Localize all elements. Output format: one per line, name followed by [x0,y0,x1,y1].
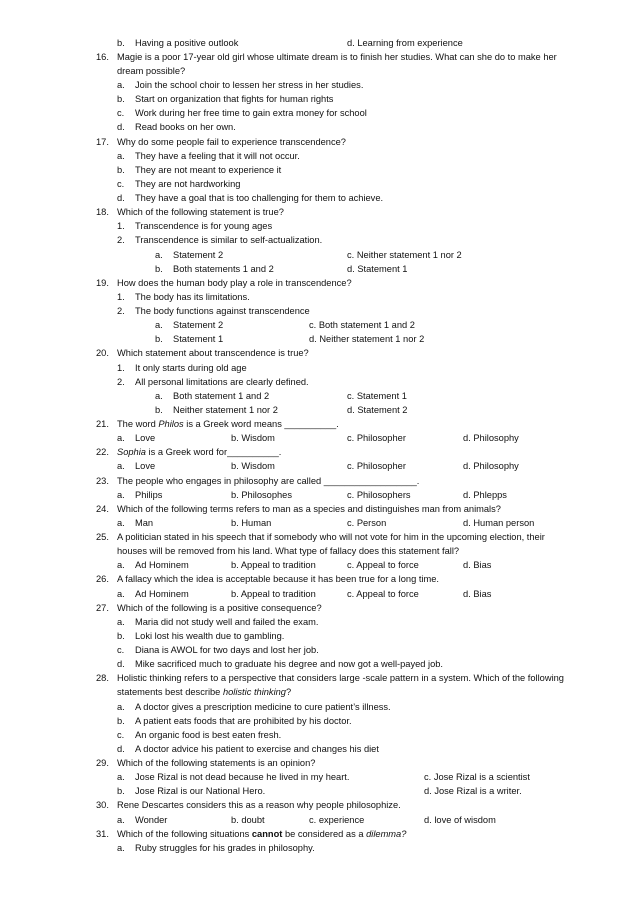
item-marker: a. [117,151,125,161]
item-text: The body functions against transcendence [135,306,310,316]
item-text: Ad Hominem [135,589,189,599]
item-text: statements best describe holistic thinking? [117,687,292,697]
item-text: b. Wisdom [231,433,275,443]
item-text: The body has its limitations. [135,292,250,302]
item-marker: b. [117,165,125,175]
text-line [0,305,638,318]
item-text: Which statement about transcendence is true? [117,348,309,358]
item-text: A doctor advice his patient to exercise and changes his diet [135,744,379,754]
item-text: Ad Hominem [135,560,189,570]
item-text: b. Appeal to tradition [231,589,316,599]
text-line [0,192,638,205]
text-line [0,644,638,657]
item-marker: 18. [96,207,109,217]
item-text: They have a goal that is too challenging for them to achieve. [135,193,384,203]
item-text: Which of the following is a positive consequence? [117,603,322,613]
item-text: The people who engages in philosophy are called __________________. [117,476,420,486]
text-line [0,531,638,544]
text-line [0,136,638,149]
item-text: Which of the following terms refers to man as a species and distinguishes man from animals? [117,504,501,514]
item-marker: 25. [96,532,109,542]
item-marker: a. [117,80,125,90]
item-text: d. Phlepps [463,490,507,500]
item-text: Mike sacrificed much to graduate his degree and now got a well-payed job. [135,659,444,669]
item-text: Loki lost his wealth due to gambling. [135,631,285,641]
text-line [0,51,638,64]
text-line [0,799,638,812]
text-line [0,630,638,643]
item-marker: 20. [96,348,109,358]
text-line [0,65,638,78]
item-text: Maria did not study well and failed the exam. [135,617,319,627]
text-line [0,602,638,615]
item-text: Jose Rizal is our National Hero. [135,786,266,796]
text-line [0,701,638,714]
item-marker: 22. [96,447,109,457]
item-text: Both statement 1 and 2 [173,391,270,401]
text-line [0,319,638,332]
item-marker: a. [117,560,125,570]
text-line [0,489,638,502]
item-marker: a. [117,461,125,471]
item-text: How does the human body play a role in transcendence? [117,278,352,288]
item-text: Which of the following situations cannot be considered as a dilemma? [117,829,407,839]
text-line [0,164,638,177]
item-text: Why do some people fail to experience transcendence? [117,137,346,147]
item-marker: c. [117,645,125,655]
item-marker: d. [117,122,125,132]
item-text: d. Human person [463,518,535,528]
item-text: The word Philos is a Greek word means __________. [117,419,339,429]
item-text: d. Bias [463,589,492,599]
item-text: c. Statement 1 [347,391,407,401]
item-marker: 2. [117,235,125,245]
item-marker: 1. [117,292,125,302]
item-text: It only starts during old age [135,363,247,373]
item-marker: 29. [96,758,109,768]
item-marker: 30. [96,800,109,810]
item-text: Transcendence is for young ages [135,221,273,231]
text-line [0,263,638,276]
item-text: d. Learning from experience [347,38,463,48]
text-line [0,672,638,685]
item-marker: 16. [96,52,109,62]
item-text: An organic food is best eaten fresh. [135,730,282,740]
text-line [0,842,638,855]
item-marker: a. [117,617,125,627]
text-line [0,785,638,798]
text-line [0,446,638,459]
item-marker: c. [117,730,125,740]
item-text: Magie is a poor 17-year old girl whose ultimate dream is to finish her studies. What can she do to make her [117,52,557,62]
text-line [0,545,638,558]
item-text: c. experience [309,815,365,825]
text-line [0,234,638,247]
item-marker: b. [117,631,125,641]
item-text: Man [135,518,154,528]
item-text: Rene Descartes considers this as a reason why people philosophize. [117,800,401,810]
item-marker: d. [117,659,125,669]
text-line [0,658,638,671]
item-text: A fallacy which the idea is acceptable because it has been true for a long time. [117,574,439,584]
item-marker: 1. [117,221,125,231]
item-marker: a. [117,490,125,500]
item-text: d. Neither statement 1 nor 2 [309,334,425,344]
item-marker: 24. [96,504,109,514]
item-text: c. Jose Rizal is a scientist [424,772,530,782]
item-text: Statement 1 [173,334,224,344]
item-text: c. Neither statement 1 nor 2 [347,250,462,260]
item-marker: d. [117,193,125,203]
text-line [0,277,638,290]
text-line [0,79,638,92]
item-text: Which of the following statement is true? [117,207,284,217]
text-line [0,460,638,473]
item-marker: 2. [117,377,125,387]
item-text: d. Statement 2 [347,405,408,415]
text-line [0,715,638,728]
item-text: Ruby struggles for his grades in philosophy. [135,843,315,853]
text-line [0,37,638,50]
item-marker: 19. [96,278,109,288]
item-marker: c. [117,108,125,118]
item-text: Start on organization that fights for human rights [135,94,334,104]
text-line [0,517,638,530]
item-text: b. Philosophes [231,490,292,500]
item-text: Holistic thinking refers to a perspective that considers large -scale pattern in a system. Which of the following [117,673,564,683]
text-line [0,220,638,233]
item-text: Statement 2 [173,320,224,330]
item-text: b. Wisdom [231,461,275,471]
item-text: Sophia is a Greek word for__________. [117,447,282,457]
item-marker: a. [117,589,125,599]
text-line [0,588,638,601]
text-line [0,814,638,827]
text-line [0,376,638,389]
item-text: houses will be removed from his land. What type of fallacy does this statement fall? [117,546,460,556]
text-line [0,418,638,431]
item-marker: 23. [96,476,109,486]
item-text: d. Bias [463,560,492,570]
item-marker: a. [117,772,125,782]
item-text: Diana is AWOL for two days and lost her job. [135,645,319,655]
text-line [0,771,638,784]
item-text: They are not meant to experience it [135,165,282,175]
item-text: c. Philosopher [347,461,406,471]
item-text: Jose Rizal is not dead because he lived in my heart. [135,772,350,782]
item-marker: 26. [96,574,109,584]
item-marker: 21. [96,419,109,429]
item-marker: a. [155,250,163,260]
item-marker: 17. [96,137,109,147]
text-line [0,249,638,262]
text-line [0,206,638,219]
text-line [0,757,638,770]
item-marker: b. [117,94,125,104]
item-marker: a. [117,843,125,853]
item-text: Having a positive outlook [135,38,239,48]
item-text: Both statements 1 and 2 [173,264,274,274]
text-line [0,178,638,191]
item-text: c. Philosophers [347,490,411,500]
item-text: d. Philosophy [463,461,519,471]
item-text: dream possible? [117,66,186,76]
item-text: d. Jose Rizal is a writer. [424,786,522,796]
item-text: They have a feeling that it will not occur. [135,151,300,161]
item-text: Love [135,433,156,443]
item-text: A patient eats foods that are prohibited by his doctor. [135,716,352,726]
text-line [0,686,638,699]
item-text: d. Philosophy [463,433,519,443]
text-line [0,432,638,445]
item-marker: d. [117,744,125,754]
item-text: Read books on her own. [135,122,236,132]
text-line [0,729,638,742]
text-line [0,347,638,360]
text-line [0,362,638,375]
item-marker: a. [117,815,125,825]
item-text: b. Appeal to tradition [231,560,316,570]
item-marker: a. [117,702,125,712]
text-line [0,150,638,163]
text-line [0,475,638,488]
item-text: Philips [135,490,163,500]
item-text: d. love of wisdom [424,815,496,825]
item-marker: b. [117,38,125,48]
item-text: c. Person [347,518,387,528]
text-line [0,291,638,304]
text-line [0,743,638,756]
item-marker: a. [117,433,125,443]
text-line [0,616,638,629]
item-text: A doctor gives a prescription medicine to cure patient’s illness. [135,702,391,712]
item-text: Love [135,461,156,471]
item-text: All personal limitations are clearly defined. [135,377,309,387]
item-marker: 27. [96,603,109,613]
item-marker: c. [117,179,125,189]
item-text: They are not hardworking [135,179,241,189]
item-marker: a. [117,518,125,528]
item-marker: b. [155,334,163,344]
item-marker: 1. [117,363,125,373]
item-text: b. Human [231,518,272,528]
item-marker: b. [117,716,125,726]
item-text: Join the school choir to lessen her stress in her studies. [135,80,364,90]
item-text: Neither statement 1 nor 2 [173,405,278,415]
item-marker: a. [155,391,163,401]
item-text: c. Appeal to force [347,560,419,570]
text-line [0,828,638,841]
item-text: Which of the following statements is an opinion? [117,758,316,768]
text-line [0,573,638,586]
item-marker: 2. [117,306,125,316]
item-text: d. Statement 1 [347,264,408,274]
item-text: b. doubt [231,815,265,825]
item-text: Transcendence is similar to self-actualization. [135,235,323,245]
text-line [0,559,638,572]
item-text: c. Philosopher [347,433,406,443]
item-text: Statement 2 [173,250,224,260]
text-line [0,93,638,106]
text-line [0,503,638,516]
item-text: A politician stated in his speech that if somebody who will not vote for him in the upcoming election, their [117,532,545,542]
item-marker: b. [117,786,125,796]
item-text: c. Appeal to force [347,589,419,599]
item-text: Work during her free time to gain extra money for school [135,108,367,118]
text-line [0,107,638,120]
text-line [0,390,638,403]
text-line [0,333,638,346]
text-line [0,121,638,134]
item-text: Wonder [135,815,168,825]
item-marker: 28. [96,673,109,683]
item-text: c. Both statement 1 and 2 [309,320,415,330]
item-marker: b. [155,405,163,415]
item-marker: 31. [96,829,109,839]
text-line [0,404,638,417]
item-marker: b. [155,264,163,274]
item-marker: a. [155,320,163,330]
